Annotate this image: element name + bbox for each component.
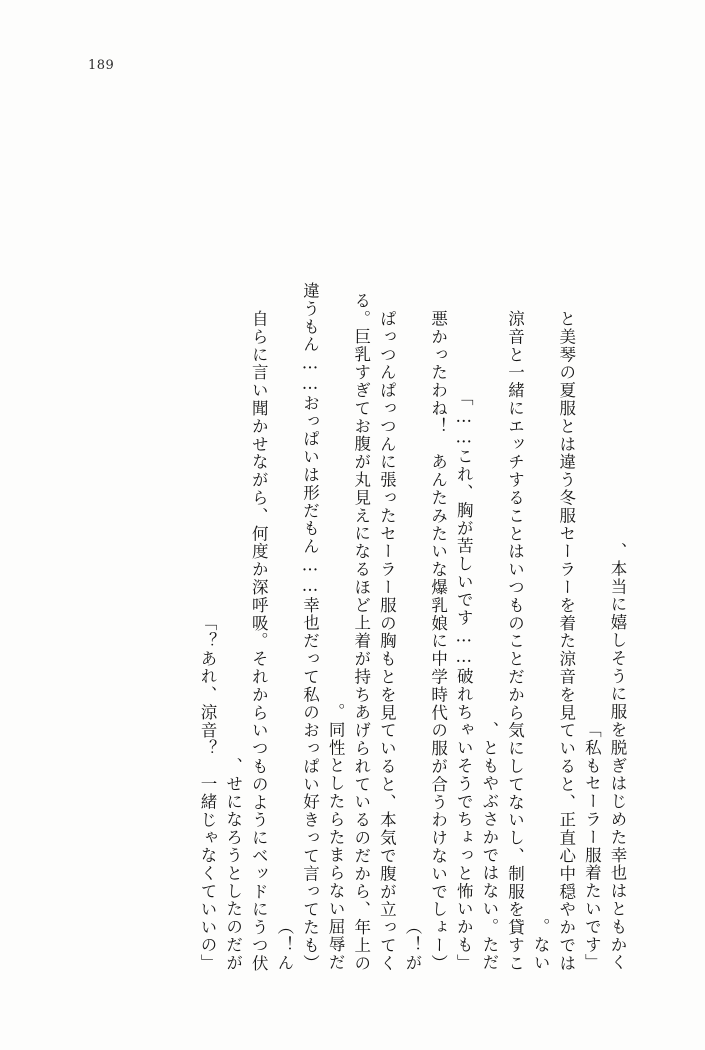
text-column: （違うもん……おっぱいは形だもん……幸也だって私のおっぱい好きって言ってたも xyxy=(300,281,320,972)
text-column: 本当に嬉しそうに服を脱ぎはじめた幸也はともかく、 xyxy=(608,542,627,972)
text-column: る。巨乳すぎてお腹が丸見えになるほど上着が持ちあげられているのだから、年上の xyxy=(351,291,371,972)
vertical-text-body xyxy=(78,112,627,972)
text-column: 「あれ、涼音？ 一緒じゃなくていいの？」 xyxy=(198,613,217,972)
text-column: ともやぶさかではない。ただ、 xyxy=(479,721,499,972)
text-column: が！） xyxy=(403,918,422,972)
text-column: ぱっつんぱっつんに張ったセーラー服の胸もとを見ていると、本気で腹が立ってく xyxy=(377,309,397,972)
text-column: 「私もセーラー服着たいです」 xyxy=(582,721,602,972)
text-column: ん！） xyxy=(274,918,294,972)
text-column: 自らに言い聞かせながら、何度か深呼吸。それからいつものようにベッドにうつ伏 xyxy=(249,309,269,972)
text-column: ない。 xyxy=(531,918,551,972)
text-column: （悪かったわね！ あんたみたいな爆乳娘に中学時代の服が合うわけないでしょー xyxy=(428,309,448,972)
text-column: せになろうとしたのだが、 xyxy=(223,757,243,972)
text-column: 涼音と一緒にエッチすることはいつものことだから気にしてないし、制服を貸すこ xyxy=(505,309,525,972)
text-column: 「これ、胸が苦しいです……破れちゃいそうでちょっと怖いかも……」 xyxy=(454,389,474,972)
text-column: 同性としたらたまらない屈辱だ。 xyxy=(326,703,346,972)
page-number: 189 xyxy=(88,58,115,73)
text-column: と美琴の夏服とは違う冬服セーラーを着た涼音を見ていると、正直心中穏やかでは xyxy=(556,309,576,972)
